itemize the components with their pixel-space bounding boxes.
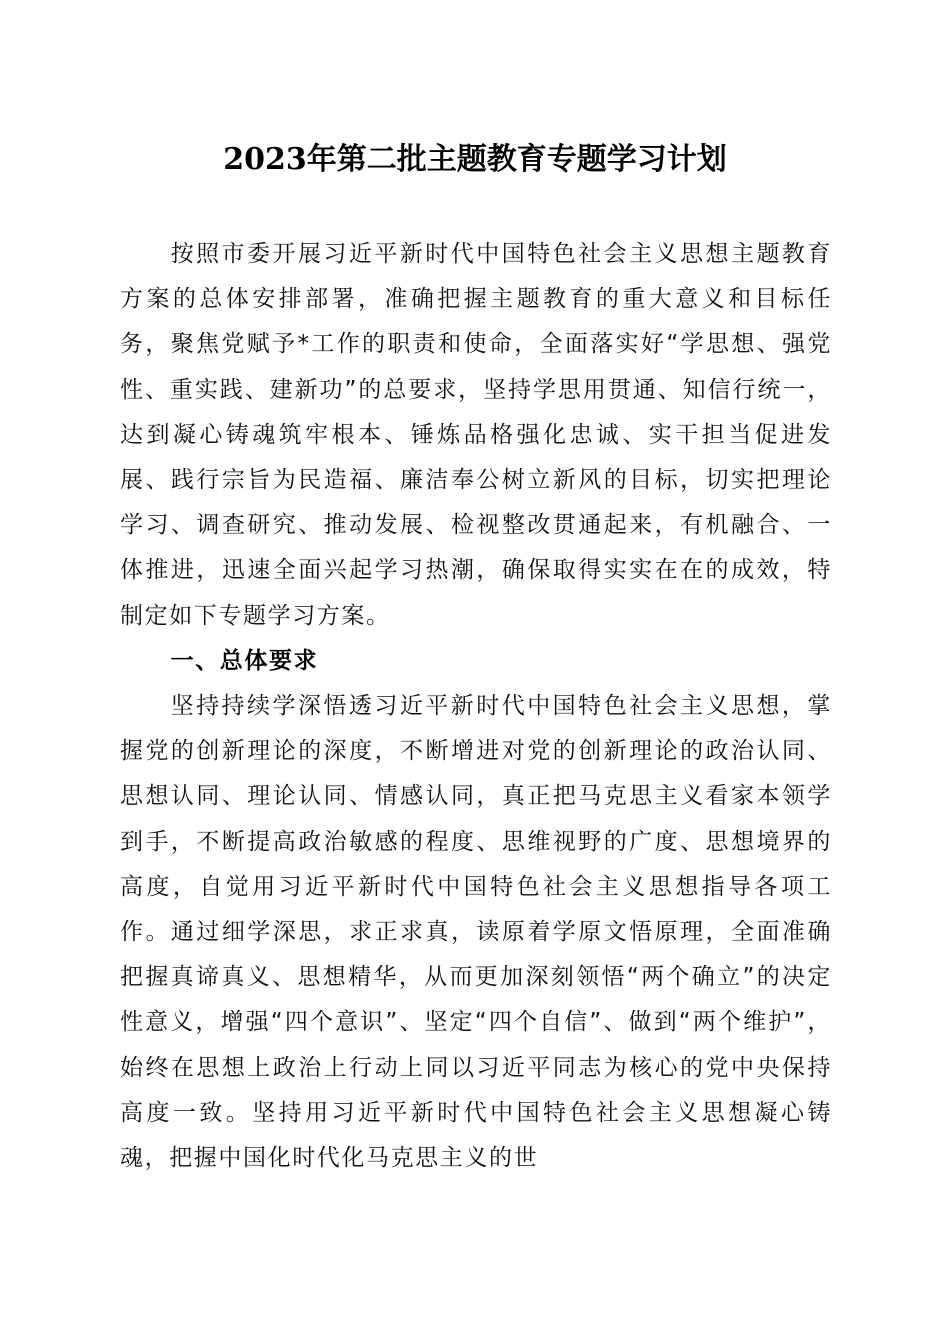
general-requirements-paragraph: 坚持持续学深悟透习近平新时代中国特色社会主义思想，掌握党的创新理论的深度，不断增进对党的创新理论的政治认同、思想认同、理论认同、情感认同，真正把马克思主义看家本领学到手，不断提高政治敏感的程度、思维视野的广度、思想境界的高度，自觉用习近平新时代中国特色社会主义思想指导各项工作。通过细学深思，求正求真，读原着学原文悟原理，全面准确把握真谛真义、思想精华，从而更加深刻领悟“两个确立”的决定性意义，增强“四个意识”、坚定“四个自信”、做到“两个维护”，始终在思想上政治上行动上同以习近平同志为核心的党中央保持高度一致。坚持用习近平新时代中国特色社会主义思想凝心铸魂，把握中国化时代化马克思主义的世 <box>120 693 832 1172</box>
document-title: 2023年第二批主题教育专题学习计划 <box>223 142 727 177</box>
section-heading-general-requirements: 一、总体要求 <box>170 647 319 674</box>
intro-paragraph: 按照市委开展习近平新时代中国特色社会主义思想主题教育方案的总体安排部署，准确把握主题教育的重大意义和目标任务，聚焦党赋予*工作的职责和使命，全面落实好“学思想、强党性、重实践、建新功”的总要求，坚持学思用贯通、知信行统一，达到凝心铸魂筑牢根本、锤炼品格强化忠诚、实干担当促进发展、践行宗旨为民造福、廉洁奉公树立新风的目标，切实把理论学习、调查研究、推动发展、检视整改贯通起来，有机融合、一体推进，迅速全面兴起学习热潮，确保取得实实在在的成效，特制定如下专题学习方案。 <box>120 241 832 629</box>
document-body <box>120 232 832 1181</box>
